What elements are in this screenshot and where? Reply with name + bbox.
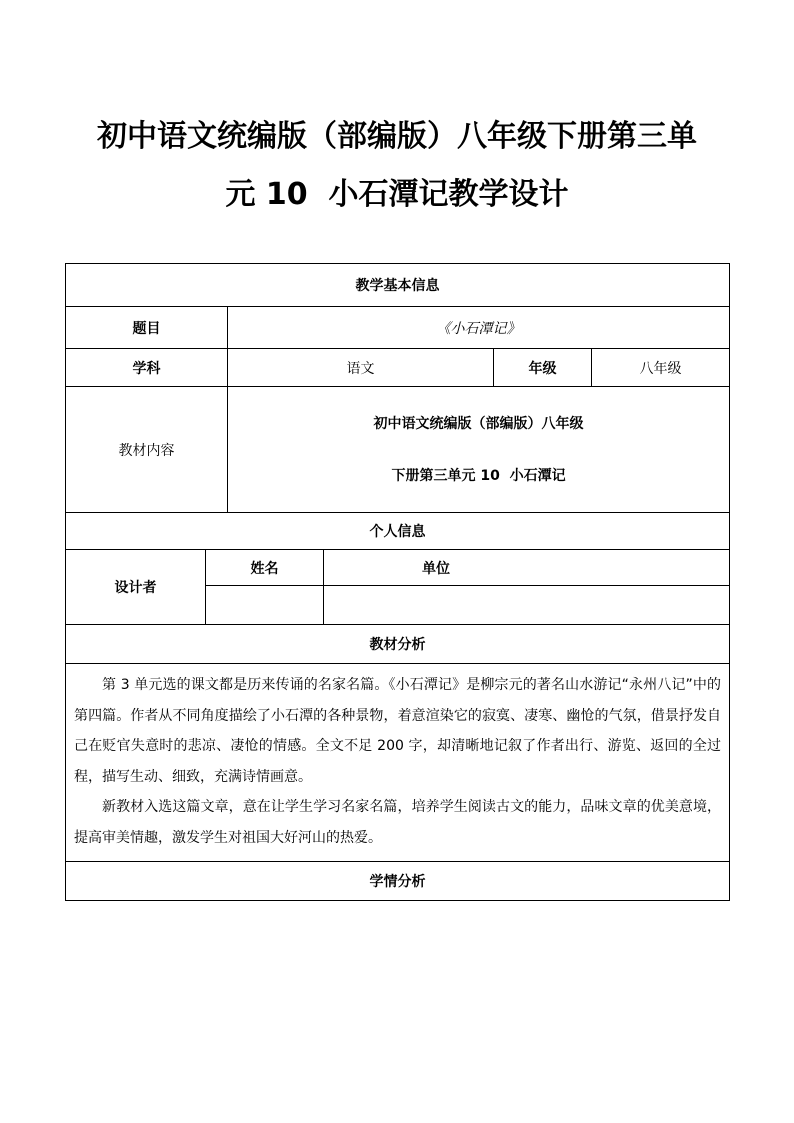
content-value-line-2: 下册第三单元 10 小石潭记	[391, 467, 566, 484]
personal-info-header: 个人信息	[66, 513, 730, 550]
lesson-info-table	[65, 263, 730, 901]
analysis-header: 教材分析	[66, 625, 730, 664]
document-title-line-2: 元 10 小石潭记教学设计	[225, 177, 569, 212]
name-value[interactable]	[206, 586, 324, 625]
analysis-body	[66, 664, 730, 862]
analysis-paragraph-1: 第 3 单元选的课文都是历来传诵的名家名篇。《小石潭记》是柳宗元的著名山水游记“永州八记”中的第四篇。作者从不同角度描绘了小石潭的各种景物，着意渲染它的寂寞、凄寒、幽怆的气氛，借景抒发自己在贬官失意时的悲凉、凄怆的情感。全文不足 200 字，却清晰地记叙了作者出行、游览、返回的全过程，描写生动、细致，充满诗情画意。	[74, 677, 722, 785]
topic-label: 题目	[66, 307, 228, 349]
student-analysis-header: 学情分析	[66, 862, 730, 901]
unit-value[interactable]	[324, 586, 730, 625]
content-value	[228, 387, 730, 513]
content-value-line-1: 初中语文统编版（部编版）八年级	[373, 415, 584, 432]
designer-label: 设计者	[66, 550, 206, 625]
grade-value: 八年级	[592, 349, 730, 387]
topic-value: 《小石潭记》	[228, 307, 730, 349]
basic-info-header: 教学基本信息	[66, 264, 730, 307]
content-label: 教材内容	[66, 387, 228, 513]
unit-label: 单位	[324, 550, 730, 586]
document-title	[60, 108, 734, 224]
analysis-paragraph-2: 新教材入选这篇文章，意在让学生学习名家名篇，培养学生阅读古文的能力，品味文章的优美意境，提高审美情趣，激发学生对祖国大好河山的热爱。	[74, 799, 722, 846]
name-label: 姓名	[206, 550, 324, 586]
subject-label: 学科	[66, 349, 228, 387]
subject-value: 语文	[228, 349, 494, 387]
document-title-line-1: 初中语文统编版（部编版）八年级下册第三单	[97, 119, 697, 154]
grade-label: 年级	[494, 349, 592, 387]
